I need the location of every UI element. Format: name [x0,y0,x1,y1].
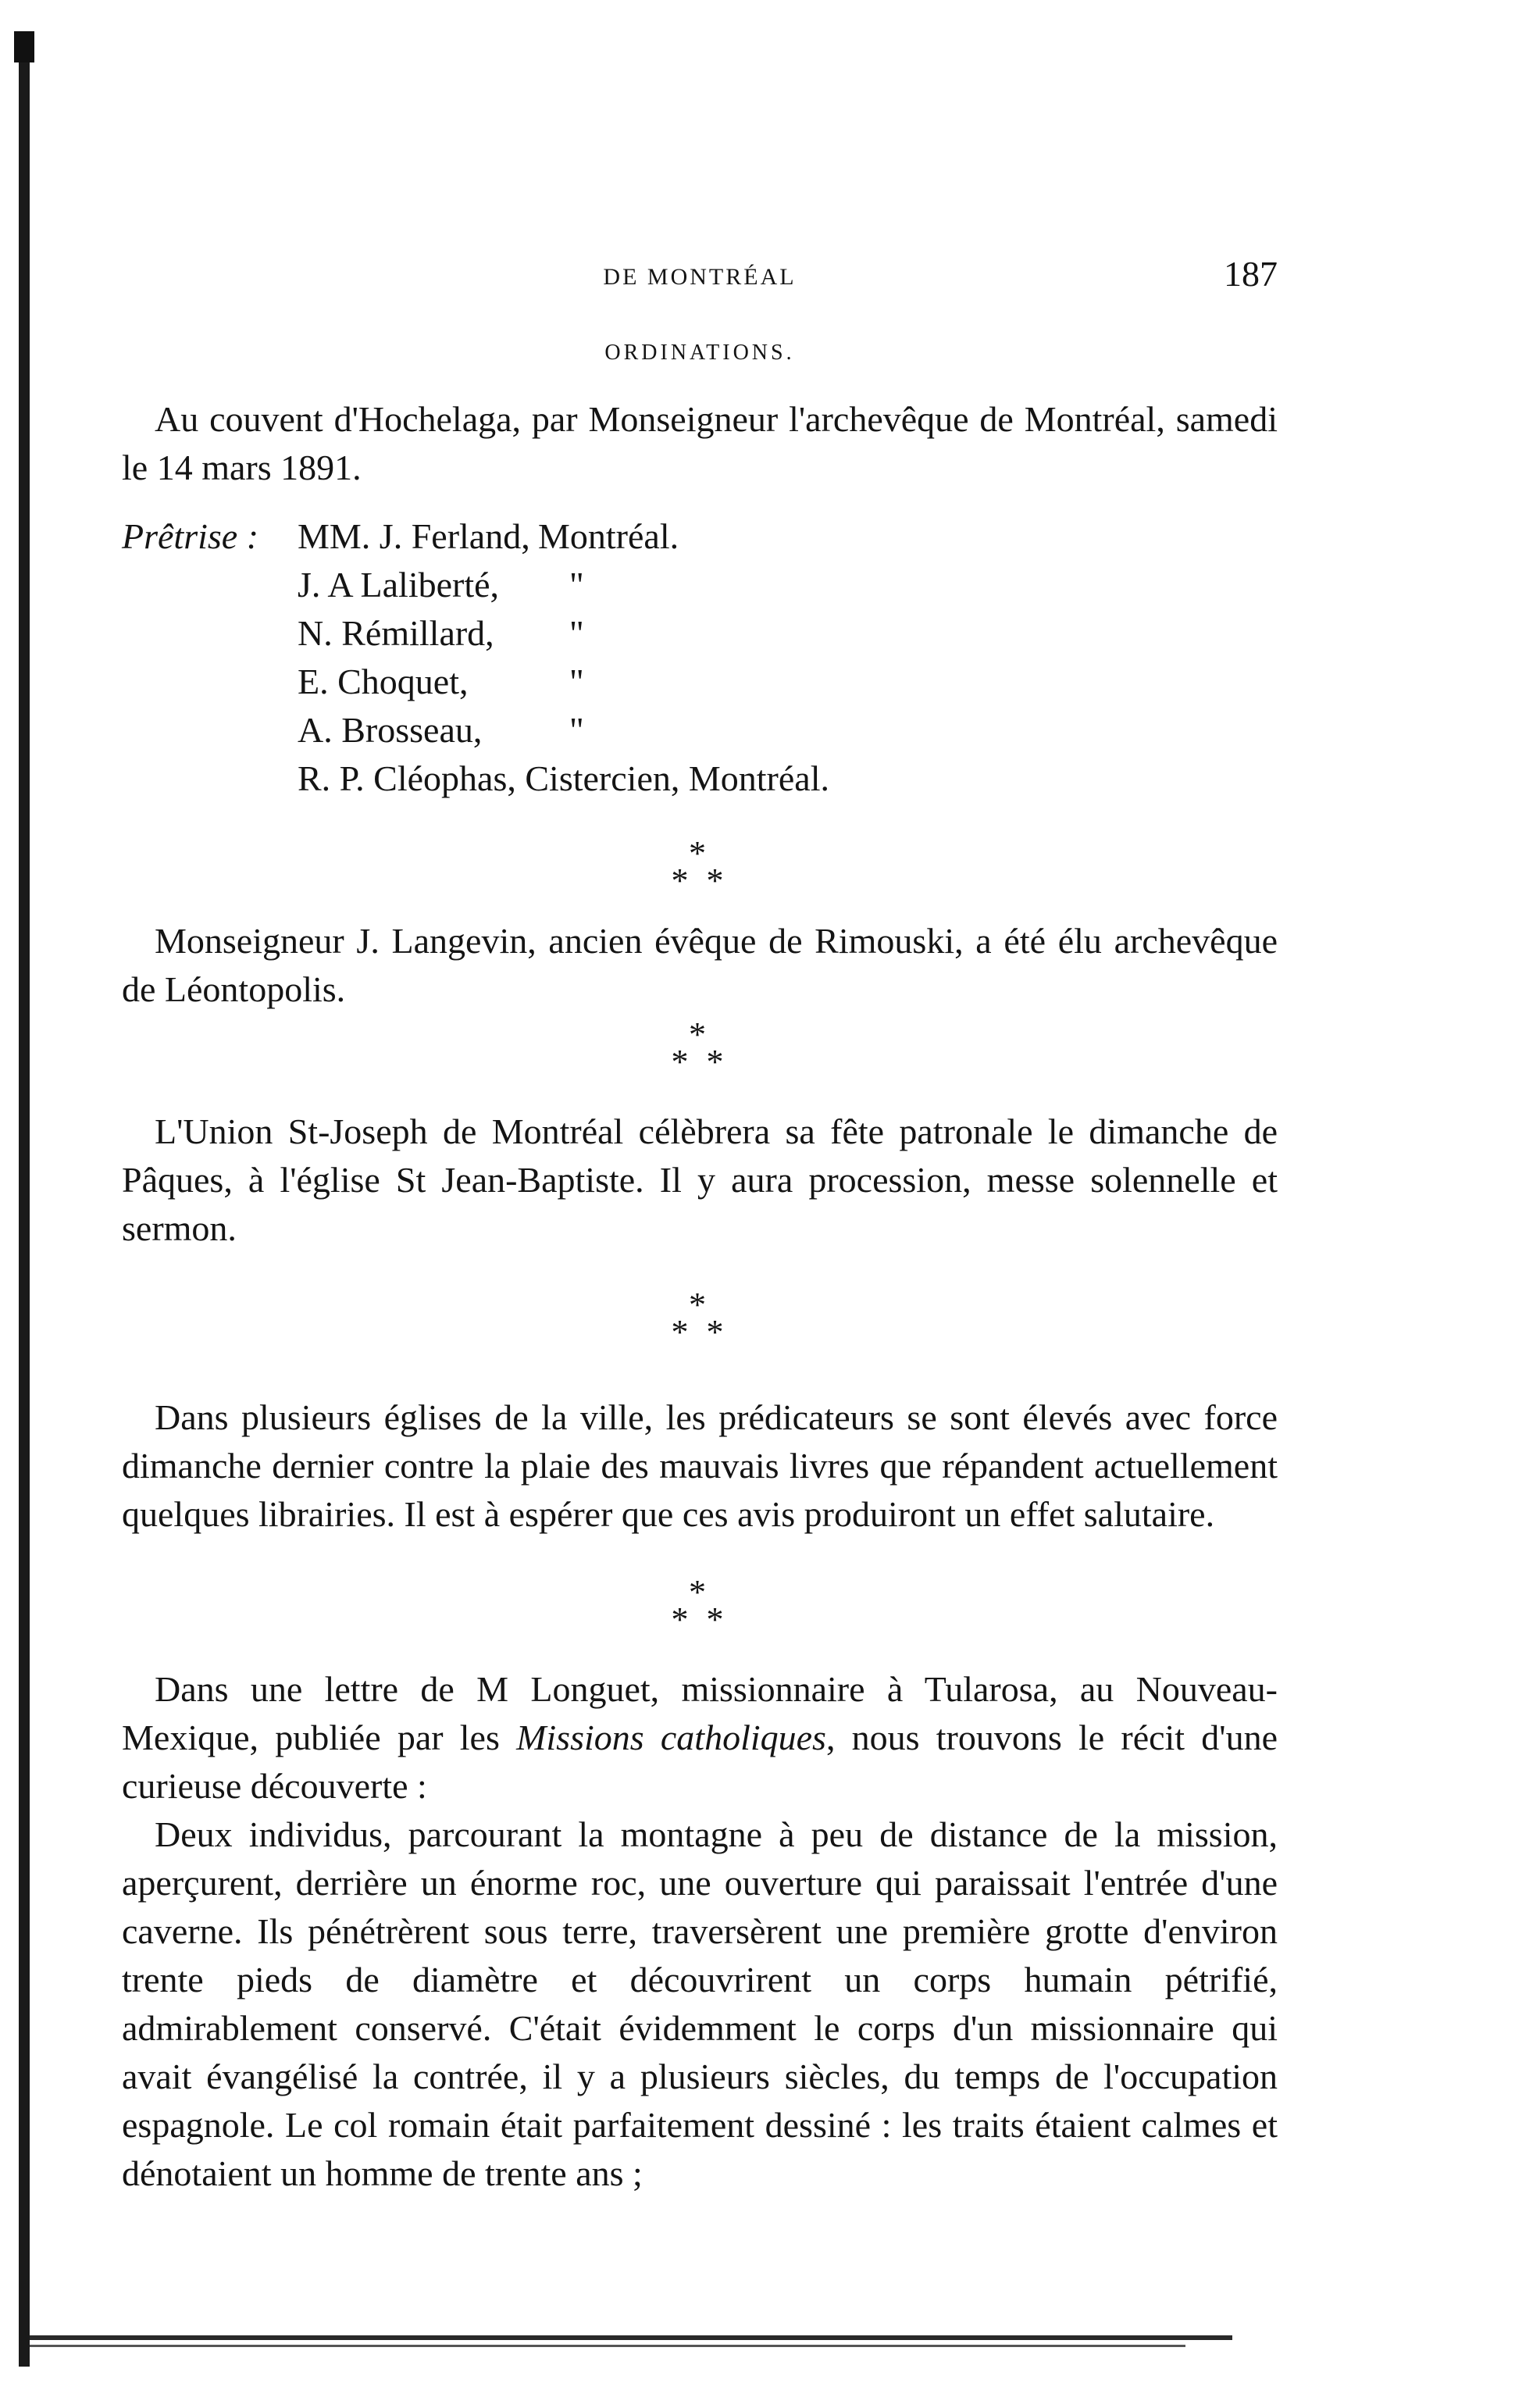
ordination-row [122,512,1278,561]
asterism-top: * [689,1015,711,1054]
lettre-text-start: Dans une lettre de M Longuet, missionnaire à Tularosa, au Nouveau-Mexique, publiée par les [122,1669,1278,1757]
asterism-top: * [689,834,711,872]
ordination-name: J. A Laliberté, [298,565,500,605]
ordination-name: E. Choquet, [298,662,469,701]
ordination-last-row: R. P. Cléophas, Cistercien, Montréal. [298,758,829,798]
ordination-place: Montréal. [538,516,679,556]
ordination-name: A. Brosseau, [298,710,483,750]
page-bottom-edge [30,2335,1232,2340]
ditto-mark: " [569,613,584,653]
ordination-list [122,512,1278,803]
paragraph-union: L'Union St-Joseph de Montréal célèbrera sa fête patronale le dimanche de Pâques, à l'église St Jean-Baptiste. Il y aura procession, messe solennelle et sermon. [122,1111,1278,1248]
asterism-bottom: * * [671,1043,729,1081]
asterism-separator [122,1286,1278,1351]
ordination-row [122,706,1278,754]
ordination-row [122,561,1278,609]
missions-catholiques-title: Missions catholiques [516,1718,826,1757]
paragraph-langevin: Monseigneur J. Langevin, ancien évêque de Rimouski, a été élu archevêque de Léontopolis. [122,921,1278,1009]
asterism-bottom: * * [671,1313,729,1351]
ordination-label: Prêtrise : [122,516,259,556]
asterism-bottom: * * [671,862,729,900]
ordinations-intro: Au couvent d'Hochelaga, par Monseigneur l'archevêque de Montréal, samedi le 14 mars 1891. [122,399,1278,487]
book-spine-corner [14,31,34,62]
asterism-bottom: * * [671,1600,729,1639]
asterism-top: * [689,1573,711,1611]
asterism-separator [122,1573,1278,1639]
ditto-mark: " [569,662,584,701]
paragraph-lettre [122,1665,1278,1810]
page-content [122,250,1278,2198]
ditto-mark: " [569,565,584,605]
book-spine-edge [19,31,30,2367]
ordination-row [122,754,1278,803]
ordination-name: N. Rémillard, [298,613,494,653]
ordination-row [122,609,1278,658]
page-number: 187 [1224,254,1278,294]
asterism-separator [122,1015,1278,1081]
ditto-mark: " [569,710,584,750]
asterism-separator [122,834,1278,900]
ordination-row [122,658,1278,706]
paragraph-eglises: Dans plusieurs églises de la ville, les prédicateurs se sont élevés avec force dimanche dernier contre la plaie des mauvais livres que répandent actuellement quelques librairies. Il est à espérer que ces avis produiront un effet salutaire. [122,1397,1278,1534]
ordination-name: MM. J. Ferland, [298,516,530,556]
running-title: DE MONTRÉAL [603,264,797,290]
section-heading: ORDINATIONS. [604,341,795,365]
asterism-top: * [689,1286,711,1324]
page-bottom-edge-shadow [30,2345,1185,2347]
paragraph-decouverte: Deux individus, parcourant la montagne à peu de distance de la mission, aperçurent, derrière un énorme roc, une ouverture qui paraissait l'entrée d'une caverne. Ils pénétrèrent sous terre, traversèrent une première grotte d'environ trente pieds de diamètre et découvrirent un corps humain pétrifié, admirablement conservé. C'était évidemment le corps d'un missionnaire qui avait évangélisé la contrée, il y a plusieurs siècles, du temps de l'occupation espagnole. Le col romain était parfaitement dessiné : les traits étaient calmes et dénotaient un homme de trente ans ; [122,1814,1278,2193]
running-head [122,250,1278,297]
lettre-text-end: , nous trouvons le récit d'une curieuse découverte : [122,1718,1278,1806]
